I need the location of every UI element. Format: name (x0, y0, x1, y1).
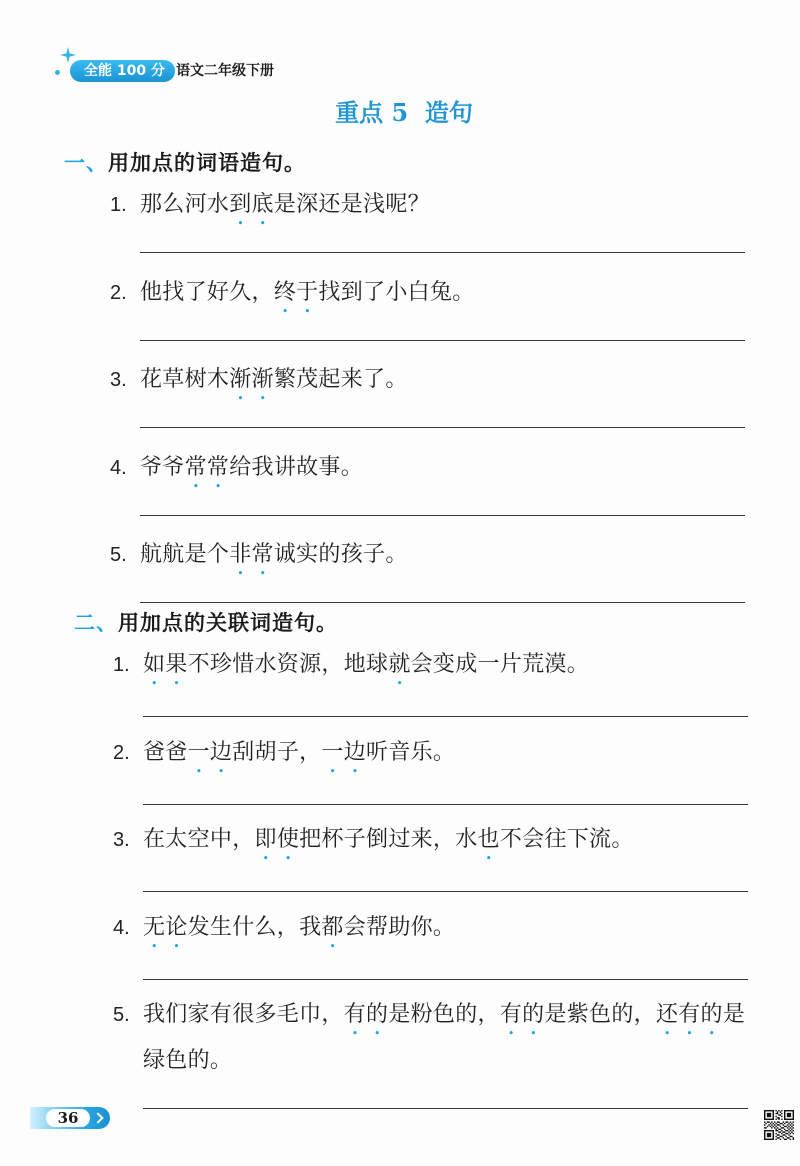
question-number: 2. (113, 741, 130, 764)
answer-line (143, 979, 748, 980)
sentence-text: 在太空中， (143, 827, 255, 852)
question-number: 2. (110, 281, 127, 304)
qr-code-icon (764, 1110, 794, 1140)
question-row (110, 534, 750, 580)
question-sentence (140, 184, 750, 230)
book-title: 语文二年级下册 (176, 63, 274, 79)
sentence-line (143, 1040, 753, 1082)
question-sentence (143, 644, 753, 690)
dot-decoration (55, 70, 60, 75)
question-row (113, 819, 753, 865)
sentence-text: 给我讲故事。 (229, 454, 364, 480)
sentence-text: 诚实的孩子。 (273, 542, 408, 567)
sentence-text: 是深还是浅呢？ (273, 192, 430, 217)
dotted-keyword: 即使 (254, 827, 300, 852)
question-number: 5. (113, 1004, 130, 1026)
sentence-text: 是 (722, 1002, 746, 1027)
section-heading (74, 608, 338, 638)
dotted-keyword: 无论 (143, 914, 188, 940)
dotted-keyword: 如果 (143, 652, 188, 677)
dotted-keyword: 非常 (229, 542, 274, 567)
sentence-text: 我们家有很多毛巾， (143, 1002, 344, 1027)
dotted-keyword: 一边 (187, 739, 233, 765)
sentence-text: 航航是个 (140, 542, 230, 567)
question-list (113, 644, 753, 1124)
sentence-line (140, 359, 750, 405)
section-number: 一、 (64, 150, 108, 175)
sentence-text: 发生什么，我 (187, 914, 322, 940)
question-row (113, 644, 753, 690)
sentence-text: 花草树木 (140, 367, 230, 392)
sentence-text: 绿色的。 (143, 1048, 233, 1073)
answer-line (143, 891, 748, 892)
question-item (113, 907, 753, 980)
sentence-text: 把杯子倒过来，水 (299, 827, 478, 852)
page-number-tab (30, 1107, 110, 1129)
question-item (110, 534, 750, 603)
question-sentence (140, 447, 750, 493)
answer-line (143, 804, 748, 805)
answer-line (140, 427, 745, 428)
dotted-keyword: 也 (477, 827, 500, 852)
sentence-line (140, 272, 750, 318)
sentence-text: 繁茂起来了。 (273, 367, 408, 392)
question-sentence (140, 272, 750, 318)
sentence-text: 刮胡子， (232, 739, 322, 765)
question-number: 3. (110, 369, 127, 391)
series-badge: 全能 100 分 (70, 60, 175, 82)
dotted-keyword: 有的 (499, 1002, 545, 1027)
sentence-text: 不会往下流。 (499, 827, 634, 852)
dotted-keyword: 终于 (273, 279, 319, 305)
sentence-line (143, 644, 753, 690)
sentence-line (143, 907, 753, 953)
sentence-line (143, 732, 753, 778)
question-sentence (143, 819, 753, 865)
dotted-keyword: 到底 (229, 192, 274, 217)
dotted-keyword: 都 (321, 914, 344, 940)
question-item (110, 272, 750, 341)
question-item (110, 447, 750, 516)
section-heading (64, 148, 306, 178)
question-item (110, 359, 750, 428)
dotted-keyword: 有的 (343, 1002, 389, 1027)
question-item (113, 732, 753, 805)
dotted-keyword: 还有的 (655, 1002, 723, 1027)
question-row (110, 359, 750, 405)
answer-line (140, 340, 745, 341)
sentence-text: 会帮助你。 (343, 914, 456, 940)
question-row (113, 907, 753, 953)
question-row (110, 447, 750, 493)
sentence-text: 那么河水 (140, 192, 230, 217)
answer-line (140, 602, 745, 603)
question-sentence (143, 907, 753, 953)
question-row (113, 732, 753, 778)
sentence-text: 找到了小白兔。 (318, 279, 475, 305)
answer-line (140, 252, 745, 253)
answer-line (143, 716, 748, 717)
sentence-text: 爸爸 (143, 739, 188, 765)
sparkle-icon (60, 47, 76, 63)
sentence-text: 他找了好久， (140, 279, 274, 305)
answer-line (140, 515, 745, 516)
sentence-text: 是紫色的， (544, 1002, 656, 1027)
question-item (113, 644, 753, 717)
sentence-line (140, 184, 750, 230)
sentence-text: 不珍惜水资源，地球 (187, 652, 389, 677)
sentence-text: 会变成一片荒漠。 (410, 652, 590, 677)
dotted-keyword: 渐渐 (229, 367, 274, 392)
section-instruction: 用加点的关联词造句。 (118, 610, 338, 635)
question-number: 4. (110, 456, 127, 479)
sentence-text: 听音乐。 (366, 739, 456, 765)
sentence-line (140, 447, 750, 493)
dotted-keyword: 就 (388, 652, 411, 677)
sentence-line (143, 994, 753, 1040)
question-item (110, 184, 750, 253)
question-sentence (140, 359, 750, 405)
question-number: 5. (110, 544, 127, 566)
question-number: 4. (113, 916, 130, 939)
sentence-text: 爷爷 (140, 454, 185, 480)
question-sentence (140, 534, 750, 580)
question-sentence (143, 994, 753, 1082)
sentence-line (140, 534, 750, 580)
question-number: 3. (113, 829, 130, 851)
dotted-keyword: 一边 (321, 739, 367, 765)
question-number: 1. (113, 654, 130, 676)
question-item (113, 994, 753, 1109)
page-number: 36 (46, 1109, 90, 1127)
question-row (110, 184, 750, 230)
question-row (113, 994, 753, 1082)
question-row (110, 272, 750, 318)
answer-line (143, 1108, 748, 1109)
dotted-keyword: 常常 (184, 454, 230, 480)
section-number: 二、 (74, 610, 118, 635)
question-number: 1. (110, 194, 127, 216)
question-sentence (143, 732, 753, 778)
section-instruction: 用加点的词语造句。 (108, 150, 306, 175)
sentence-line (143, 819, 753, 865)
question-item (113, 819, 753, 892)
chevron-right-icon (92, 1112, 103, 1123)
sentence-text: 是粉色的， (388, 1002, 500, 1027)
question-list (110, 184, 750, 622)
page-title: 重点 5 造句 (335, 98, 473, 127)
